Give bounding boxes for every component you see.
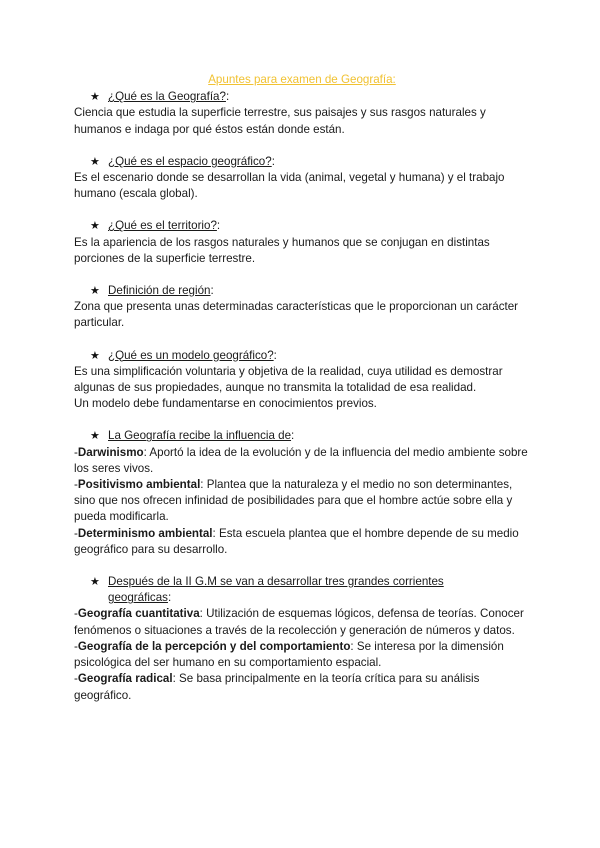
section-heading: ★ Después de la II G.M se van a desarrollar tres grandes corrientes geográficas: [90, 575, 444, 605]
item-term: Geografía radical [77, 672, 173, 686]
heading-text: ¿Qué es el territorio? [108, 219, 217, 233]
item-text: : Utilización de esquemas lógicos, defensa de teorías. Conocer fenómenos o situaciones a través de la recolección y generación de números y datos. [74, 607, 524, 637]
section-territorio [74, 218, 530, 267]
section-heading: ★ ¿Qué es la Geografía?: [74, 89, 530, 105]
heading-text: ¿Qué es el espacio geográfico? [108, 154, 272, 168]
heading-text: ¿Qué es la Geografía? [108, 90, 226, 104]
section-heading: ★ La Geografía recibe la influencia de: [74, 428, 530, 444]
list-item: -Geografía radical: Se basa principalmente en la teoría crítica para su análisis geográfico. [74, 672, 480, 702]
heading-text: ¿Qué es un modelo geográfico? [108, 348, 274, 362]
section-corrientes-geograficas [74, 574, 530, 704]
item-term: Geografía de la percepción y del comportamiento [77, 639, 351, 653]
section-heading: ★ Definición de región: [74, 283, 530, 299]
star-icon: ★ [90, 91, 100, 104]
title-colon: : [392, 73, 396, 86]
item-text: : Esta escuela plantea que el hombre depende de su medio geográfico para su desarrollo. [74, 526, 519, 556]
star-icon: ★ [90, 220, 100, 233]
heading-text: Definición de región [108, 284, 211, 298]
paragraph: Es la apariencia de los rasgos naturales y humanos que se conjugan en distintas porciones de la superficie terrestre. [74, 235, 490, 265]
list-item: -Positivismo ambiental: Plantea que la naturaleza y el medio no son determinantes, sino que nos ofrecen infinidad de posibilidades para que el hombre actúe sobre ella y pueda modificarla. [74, 478, 513, 524]
heading-text: La Geografía recibe la influencia de [108, 429, 292, 443]
section-region [74, 283, 530, 332]
item-term: Positivismo ambiental [77, 478, 201, 492]
paragraph: Ciencia que estudia la superficie terrestre, sus paisajes y sus rasgos naturales y humanos e indaga por qué éstos están donde están. [74, 106, 486, 136]
item-term: Darwinismo [77, 445, 144, 459]
paragraph: Es una simplificación voluntaria y objetiva de la realidad, cuya utilidad es demostrar algunas de sus propiedades, aunque no transmita la totalidad de esa realidad. [74, 364, 503, 395]
paragraph: Un modelo debe fundamentarse en conocimientos previos. [74, 397, 377, 411]
star-icon: ★ [90, 349, 100, 362]
section-que-es-geografia [74, 89, 530, 138]
paragraph: Es el escenario donde se desarrollan la vida (animal, vegetal y humana) y el trabajo humano (escala global). [74, 171, 505, 201]
star-icon: ★ [90, 430, 100, 443]
section-espacio-geografico [74, 154, 530, 203]
section-modelo-geografico [74, 348, 530, 413]
list-item: -Geografía cuantitativa: Utilización de esquemas lógicos, defensa de teorías. Conocer fenómenos o situaciones a través de la recolección y generación de números y datos. [74, 607, 524, 637]
section-influencias [74, 428, 530, 558]
item-term: Determinismo ambiental [77, 526, 213, 540]
star-icon: ★ [90, 155, 100, 168]
section-heading: ★ ¿Qué es un modelo geográfico?: [74, 348, 530, 364]
section-heading: ★ ¿Qué es el territorio?: [74, 218, 530, 234]
item-text: : Se interesa por la dimensión psicológica del ser humano en su comportamiento espacial. [74, 639, 504, 670]
item-term: Geografía cuantitativa [77, 607, 200, 621]
title-text: Apuntes para examen de Geografía [208, 73, 393, 86]
item-text: : Plantea que la naturaleza y el medio no son determinantes, sino que nos ofrecen infinidad de posibilidades para que el hombre actúe sobre ella y pueda modificarla. [74, 478, 513, 524]
paragraph: Zona que presenta unas determinadas características que le proporcionan un carácter particular. [74, 300, 519, 330]
item-text: : Aportó la idea de la evolución y de la influencia del medio ambiente sobre los seres vivos. [74, 445, 528, 475]
list-item: -Darwinismo: Aportó la idea de la evolución y de la influencia del medio ambiente sobre los seres vivos. [74, 445, 528, 475]
star-icon: ★ [90, 576, 100, 589]
star-icon: ★ [90, 285, 100, 298]
list-item: -Determinismo ambiental: Esta escuela plantea que el hombre depende de su medio geográfico para su desarrollo. [74, 526, 519, 556]
item-text: : Se basa principalmente en la teoría crítica para su análisis geográfico. [74, 672, 480, 702]
section-heading: ★ ¿Qué es el espacio geográfico?: [74, 154, 530, 170]
list-item: -Geografía de la percepción y del comportamiento: Se interesa por la dimensión psicológica del ser humano en su comportamiento espacial. [74, 639, 504, 670]
heading-text: Después de la II G.M se van a desarrollar tres grandes corrientes geográficas [108, 575, 444, 605]
page-title [74, 72, 530, 88]
document-body [74, 72, 530, 720]
